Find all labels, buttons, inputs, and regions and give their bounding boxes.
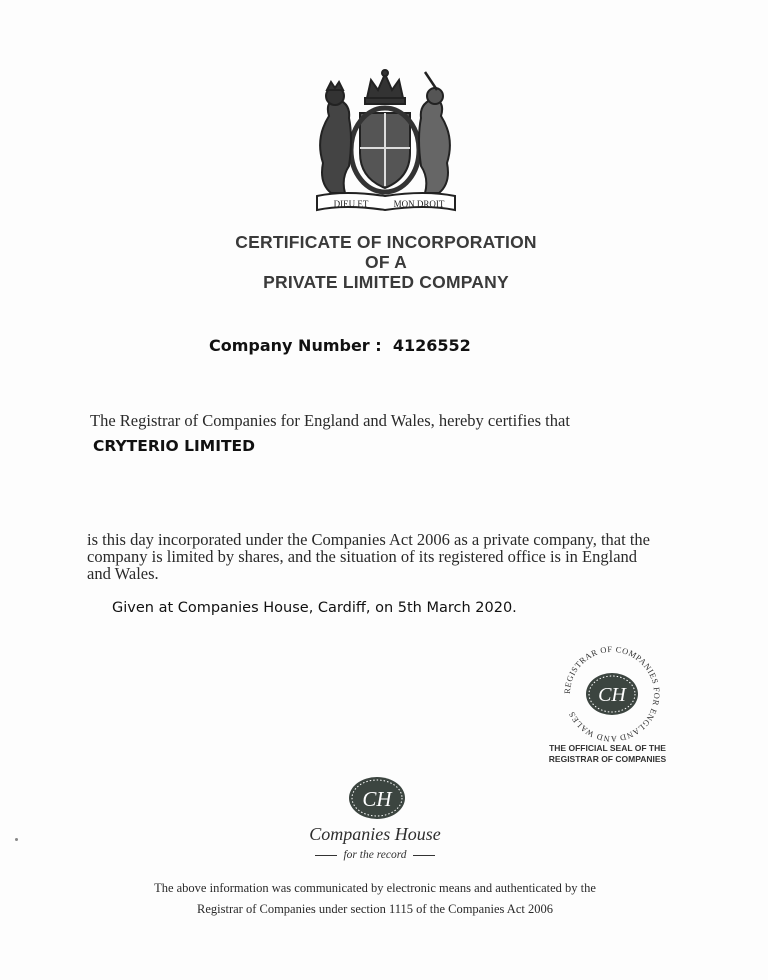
scan-speck xyxy=(15,838,18,841)
logo-monogram: CH xyxy=(362,787,392,811)
certificate-title-line: CERTIFICATE OF INCORPORATION xyxy=(235,232,537,252)
given-at-statement: Given at Companies House, Cardiff, on 5th March 2020. xyxy=(112,600,517,616)
footer-line: The above information was communicated by electronic means and authenticated by the xyxy=(154,881,596,895)
seal-caption-line: THE OFFICIAL SEAL OF THE xyxy=(549,743,666,753)
company-number-label: Company Number : xyxy=(209,336,382,355)
company-number-row xyxy=(209,336,471,355)
seal-ring-text: REGISTRAR OF COMPANIES FOR ENGLAND AND WALES xyxy=(562,644,662,744)
tagline-text: for the record xyxy=(343,849,407,861)
crest-motto-left: DIEU ET xyxy=(333,199,369,209)
company-name: CRYTERIO LIMITED xyxy=(93,437,255,455)
tagline-rule-right xyxy=(413,855,435,856)
crest-motto-right: MON DROIT xyxy=(393,199,445,209)
companies-house-logo-icon xyxy=(344,775,410,821)
incorporation-line: and Wales. xyxy=(87,564,159,583)
companies-house-tagline xyxy=(300,849,450,861)
incorporation-line: is this day incorporated under the Companies Act 2006 as a private company, that the xyxy=(87,530,650,549)
certifies-statement: The Registrar of Companies for England and Wales, hereby certifies that xyxy=(90,411,570,430)
company-number-value: 4126552 xyxy=(392,336,471,355)
incorporation-statement xyxy=(87,531,687,582)
footer-line: Registrar of Companies under section 1115 of the Companies Act 2006 xyxy=(197,902,553,916)
tagline-rule-left xyxy=(315,855,337,856)
seal-caption xyxy=(540,743,675,764)
incorporation-line: company is limited by shares, and the situation of its registered office is in England xyxy=(87,547,638,566)
certificate-title xyxy=(0,232,768,292)
royal-coat-of-arms-icon xyxy=(305,68,465,213)
authentication-footer xyxy=(100,878,650,920)
certificate-title-line: OF A xyxy=(365,252,407,272)
seal-caption-line: REGISTRAR OF COMPANIES xyxy=(548,753,667,764)
companies-house-seal-icon xyxy=(557,644,667,744)
certificate-title-line: PRIVATE LIMITED COMPANY xyxy=(263,272,509,292)
seal-monogram: CH xyxy=(598,684,626,706)
companies-house-name: Companies House xyxy=(309,824,441,844)
